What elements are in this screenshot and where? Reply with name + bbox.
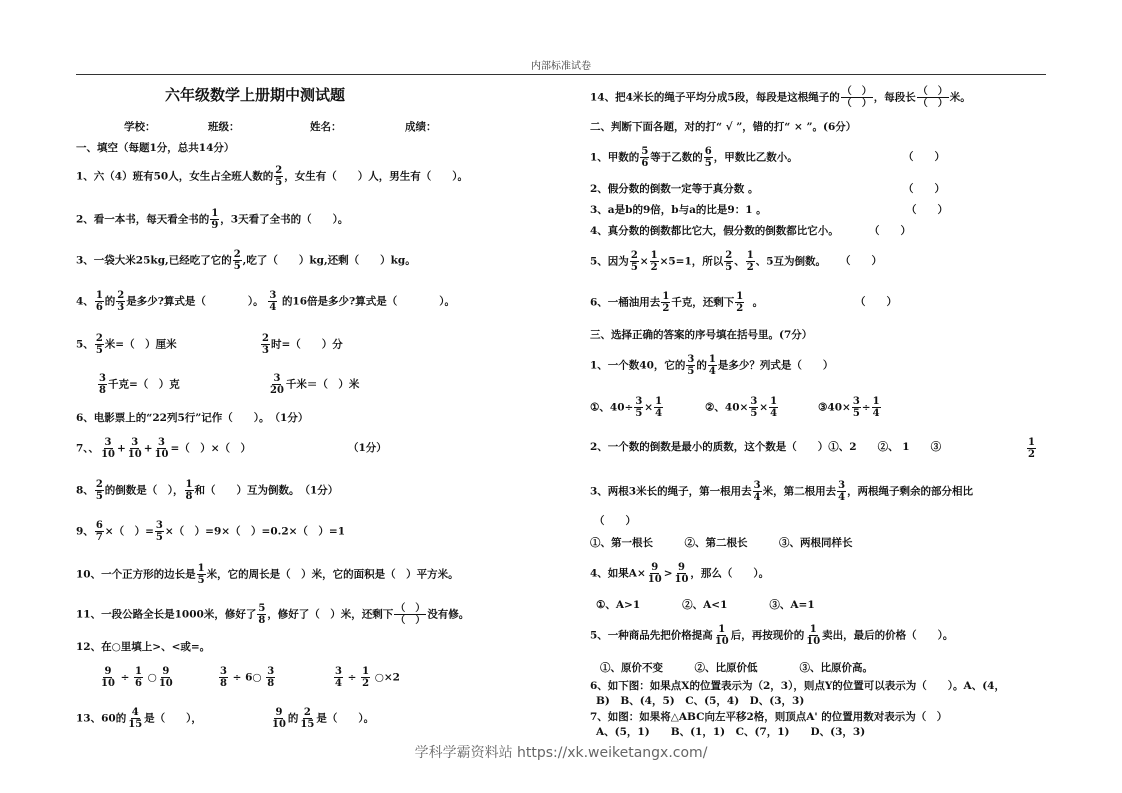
question-9: 9、 $\frac{6}{7}$ ×（ ）= $\frac{3}{5}$ ×（ ）=9×（ ）=0.2×（ ）=1: [76, 520, 346, 543]
question-12-expr-3: $\frac{3}{4}$ ÷ $\frac{1}{2}$ ○×2: [335, 666, 400, 689]
choice-2: 2、一个数的倒数是最小的质数，这个数是（ ）①、2 ②、 1 ③: [590, 441, 942, 453]
judge-5-answer[interactable]: （ ）: [840, 255, 882, 267]
judge-6: 6、一桶油用去 $\frac{1}{2}$ 千克，还剩下 $\frac{1}{2}$ 。: [590, 291, 764, 314]
choice-2-fraction: $\frac{1}{2}$: [1028, 437, 1035, 460]
name-label: 姓名：: [310, 121, 342, 133]
choice-7: 7、如图：如果将△ABC向左平移2格，则顶点A' 的位置用数对表示为（ ）: [590, 711, 948, 723]
choice-1-option-2[interactable]: ②、40× $\frac{3}{5}$ × $\frac{1}{4}$: [705, 396, 778, 419]
choice-1-option-1[interactable]: ①、40÷ $\frac{3}{5}$ × $\frac{1}{4}$: [590, 396, 663, 419]
class-label: 班级：: [208, 121, 240, 133]
question-12: 12、在○里填上>、<或=。: [76, 641, 211, 653]
judge-5: 5、因为 $\frac{2}{5}$ × $\frac{1}{2}$ ×5=1，所以 $\frac{2}{5}$ 、 $\frac{1}{2}$ 、5互为倒数。: [590, 250, 827, 273]
judge-3-answer[interactable]: （ ）: [906, 204, 948, 216]
judge-2: 2、假分数的倒数一定等于真分数 。: [590, 183, 759, 195]
choice-3-blank[interactable]: （ ）: [594, 515, 636, 527]
judge-3: 3、a是b的9倍，b与a的比是9：1 。: [590, 204, 767, 216]
choice-1-option-3[interactable]: ③40× $\frac{3}{5}$ ÷ $\frac{1}{4}$: [818, 396, 880, 419]
question-10: 10、一个正方形的边长是 $\frac{1}{5}$ 米，它的周长是（ ）米，它的面积是（ ）平方米。: [76, 563, 459, 586]
choice-4-options[interactable]: ①、A>1 ②、A<1 ③、A=1: [596, 599, 815, 611]
footer-watermark: 学科学霸资料站 https://xk.weiketangx.com/: [414, 745, 708, 761]
choice-6: 6、如下图：如果点X的位置表示为（2，3），则点Y的位置可以表示为（ ）。A、(4，: [590, 680, 1005, 692]
question-6: 6、电影票上的“22列5行”记作（ ）。 （1分）: [76, 412, 309, 424]
choice-3: 3、两根3米长的绳子，第一根用去 $\frac{3}{4}$ 米，第二根用去 $\frac{3}{4}$ ，两根绳子剩余的部分相比: [590, 480, 974, 503]
question-7-points: （1分）: [348, 442, 387, 454]
question-1: 1、六（4）班有50人，女生占全班人数的 $\frac{2}{5}$ ，女生有（ ）人，男生有（ ）。: [76, 165, 468, 188]
question-12-expr-2: $\frac{3}{8}$ ÷ 6○ $\frac{3}{8}$: [220, 666, 275, 689]
question-4: 4、 $\frac{1}{6}$ 的 $\frac{2}{3}$ 是多少?算式是（ ）。 $\frac{3}{4}$ 的16倍是多少?算式是（ ）。: [76, 290, 455, 313]
question-12-expr-1: $\frac{9}{10}$ ÷ $\frac{1}{6}$ ○ $\frac{9}{10}$: [101, 666, 173, 689]
question-7: 7、、 $\frac{3}{10}$ + $\frac{3}{10}$ + $\frac{3}{10}$ =（ ）×（ ）: [76, 437, 252, 460]
choice-7-options[interactable]: A、(5，1) B、(1，1) C、(7，1) D、(3，3): [596, 726, 866, 738]
school-label: 学校：: [124, 121, 156, 133]
question-13: 13、60的 $\frac{4}{15}$ 是（ ），: [76, 707, 202, 730]
judge-1-answer[interactable]: （ ）: [903, 151, 945, 163]
question-5-row-2a: $\frac{3}{8}$ 千克=（ ）克: [99, 373, 180, 396]
choice-3-options[interactable]: ①、第一根长 ②、第二根长 ③、两根同样长: [590, 537, 853, 549]
choice-6-options[interactable]: B) B、(4，5) C、(5，4) D、(3，3): [596, 695, 805, 707]
choice-5: 5、一种商品先把价格提高 $\frac{1}{10}$ 后，再按现价的 $\frac{1}{10}$ 卖出，最后的价格（ ）。: [590, 624, 954, 647]
choice-1: 1、一个数40，它的 $\frac{3}{5}$ 的 $\frac{1}{4}$ 是多少？列式是（ ）: [590, 354, 834, 377]
question-5: 5、 $\frac{2}{5}$ 米=（ ）厘米: [76, 333, 177, 356]
page-header: 内部标准试卷: [531, 61, 591, 72]
choice-5-options[interactable]: ①、原价不变 ②、比原价低 ③、比原价高。: [600, 662, 873, 674]
section-3-title: 三、选择正确的答案的序号填在括号里。(7分）: [590, 329, 813, 341]
section-2-title: 二、判断下面各题，对的打“ √ ”，错的打“ × ”。(6分）: [590, 121, 857, 133]
question-13-part-2: $\frac{9}{10}$ 的 $\frac{2}{15}$ 是（ ）。: [272, 707, 375, 730]
question-5-row-2b: $\frac{3}{20}$ 千米＝（ ）米: [270, 373, 360, 396]
question-2: 2、看一本书，每天看全书的 $\frac{1}{9}$ ，3天看了全书的（ ）。: [76, 208, 349, 231]
judge-6-answer[interactable]: （ ）: [855, 296, 897, 308]
page-title: 六年级数学上册期中测试题: [165, 86, 346, 104]
question-5-part-2: $\frac{2}{3}$ 时=（ ）分: [262, 333, 343, 356]
choice-4: 4、如果A× $\frac{9}{10}$ > $\frac{9}{10}$ ，那么（ ）。: [590, 562, 770, 585]
judge-1: 1、甲数的 $\frac{5}{6}$ 等于乙数的 $\frac{6}{5}$ ，甲数比乙数小。: [590, 146, 798, 169]
question-11: 11、一段公路全长是1000米，修好了 $\frac{5}{8}$ ，修好了（ ）米，还剩下 $\frac{( )}{( )}$ 没有修。: [76, 603, 470, 626]
judge-4-answer[interactable]: （ ）: [869, 225, 911, 237]
question-3: 3、一袋大米25kg,已经吃了它的 $\frac{2}{5}$ ,吃了（ ）kg,还剩（ ）kg。: [76, 249, 416, 272]
score-label: 成绩：: [405, 121, 437, 133]
section-1-title: 一、填空（每题1分，总共14分）: [76, 142, 235, 154]
header-rule: [76, 74, 1046, 75]
question-8: 8、 $\frac{2}{5}$ 的倒数是（ ）， $\frac{1}{8}$ 和（ ）互为倒数。 （1分）: [76, 479, 339, 502]
judge-2-answer[interactable]: （ ）: [903, 183, 945, 195]
question-14: 14、把4米长的绳子平均分成5段，每段是这根绳子的 $\frac{( )}{( )}$ ，每段长 $\frac{( )}{( )}$ 米。: [590, 86, 971, 109]
judge-4: 4、真分数的倒数都比它大，假分数的倒数都比它小。: [590, 225, 839, 237]
